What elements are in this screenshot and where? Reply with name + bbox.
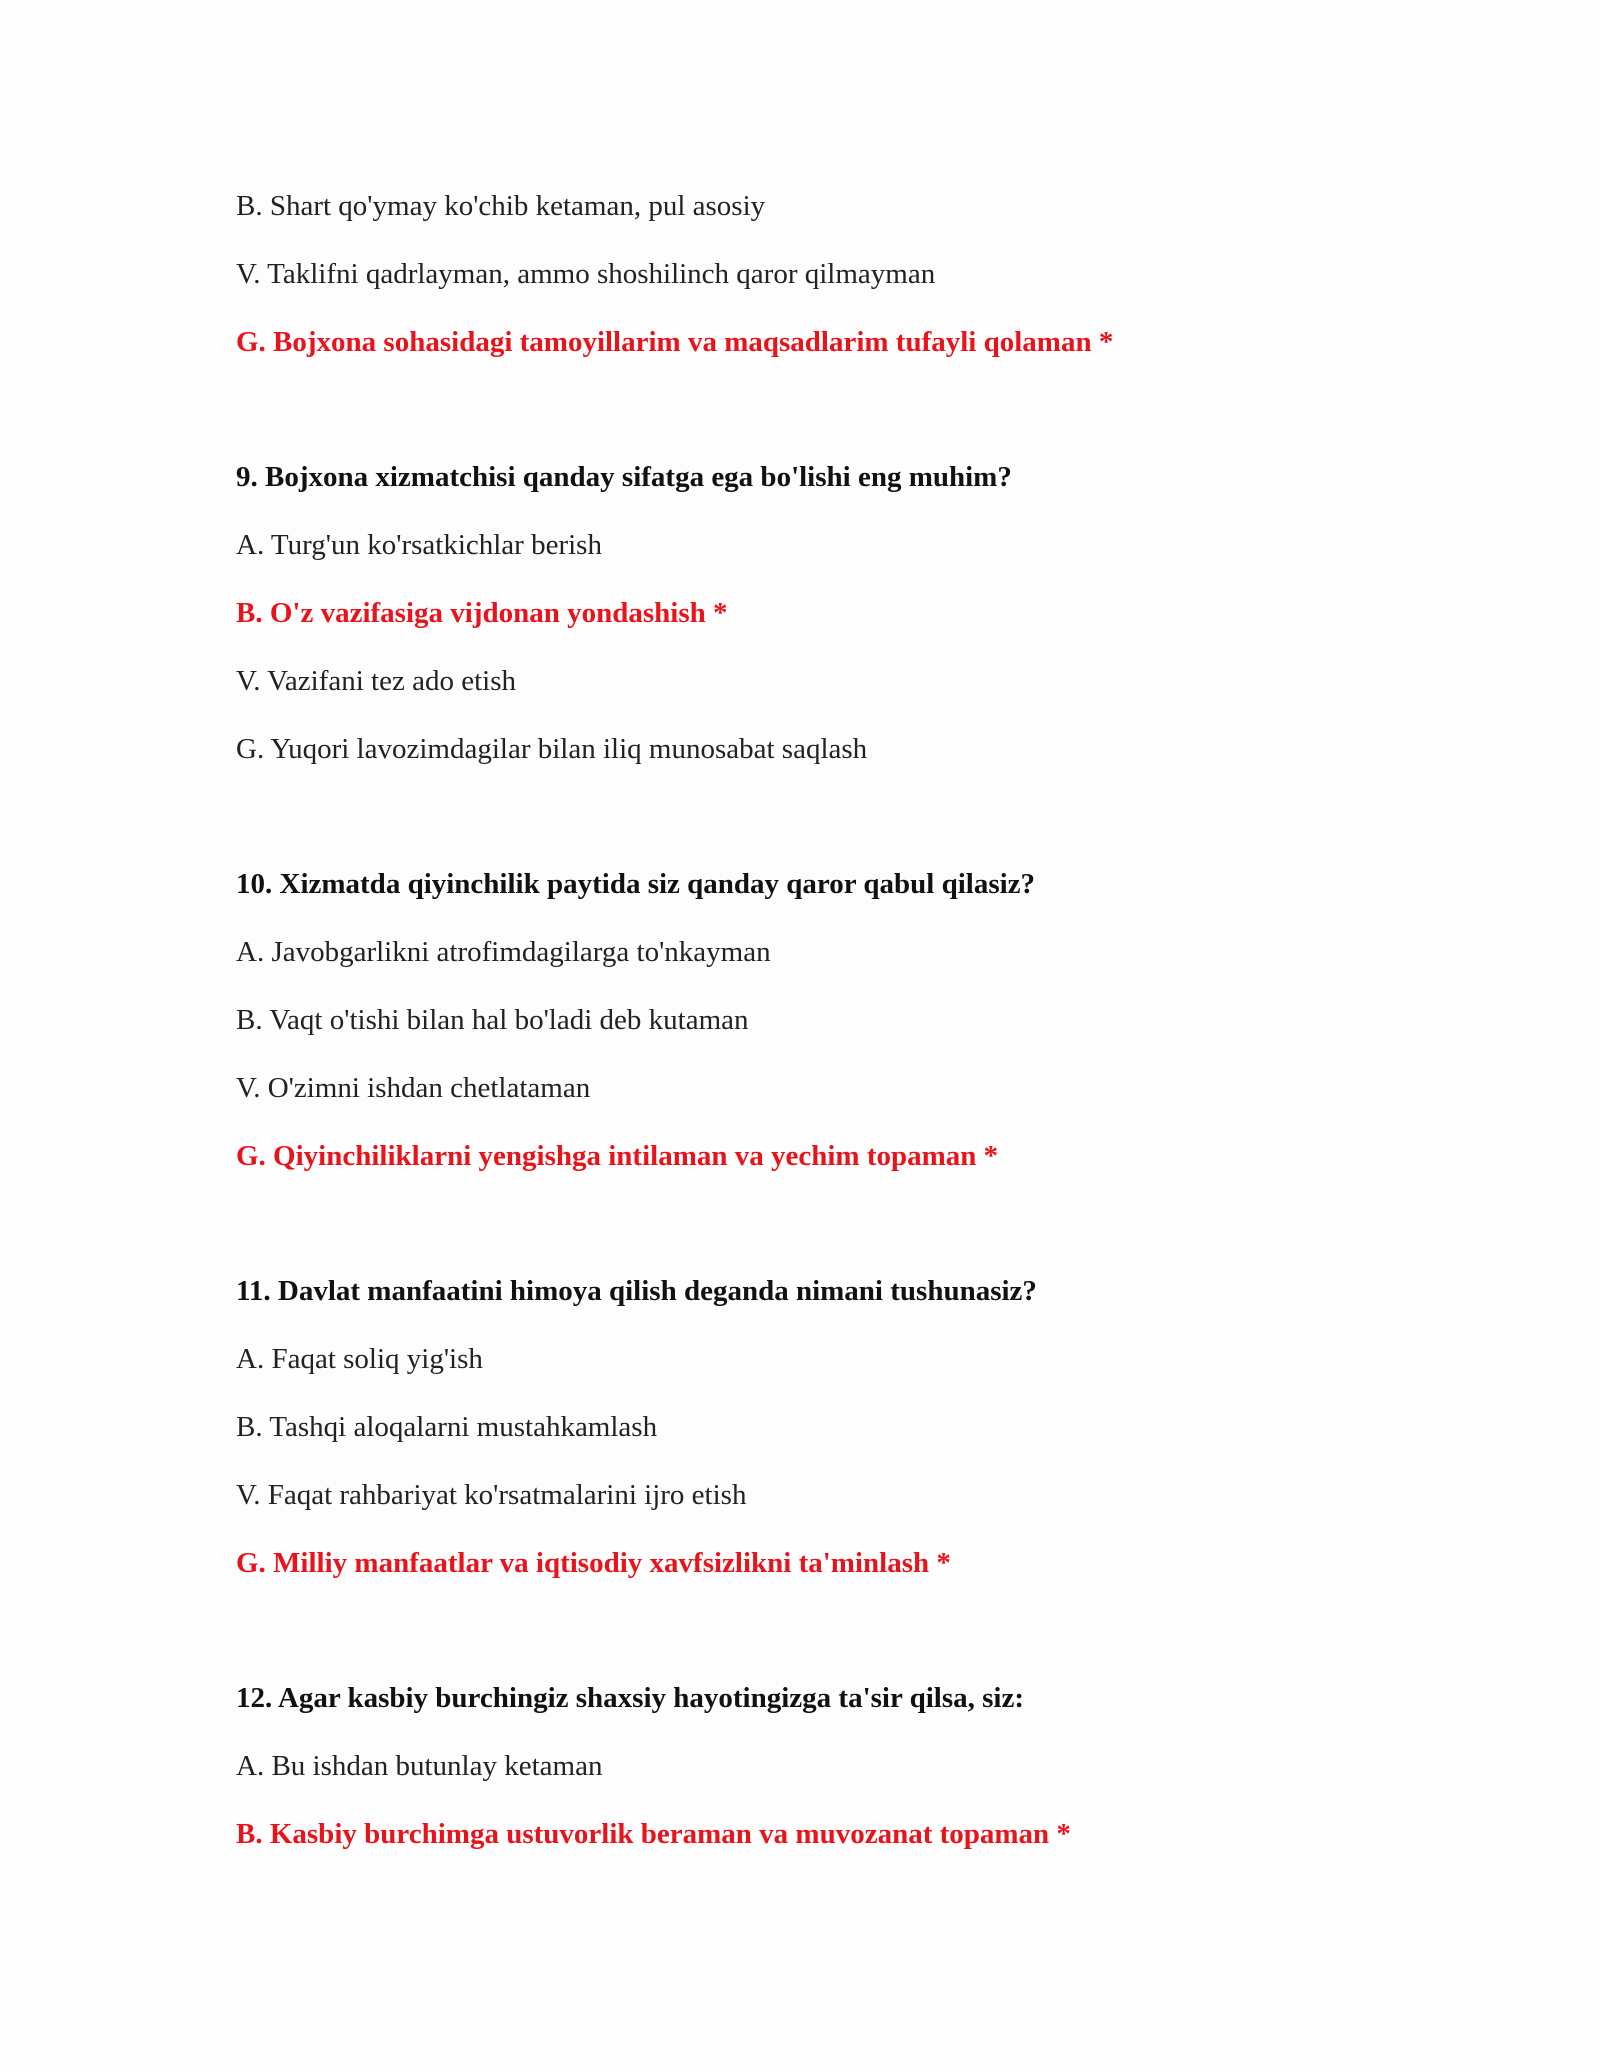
answer-option: A. Turg'un ko'rsatkichlar berish xyxy=(236,529,602,561)
question-title: 12. Agar kasbiy burchingiz shaxsiy hayotingizga ta'sir qilsa, siz: xyxy=(236,1682,1024,1714)
answer-option: B. Vaqt o'tishi bilan hal bo'ladi deb kutaman xyxy=(236,1004,749,1036)
answer-option: V. Taklifni qadrlayman, ammo shoshilinch qaror qilmayman xyxy=(236,258,936,290)
answer-option: V. Faqat rahbariyat ko'rsatmalarini ijro etish xyxy=(236,1479,747,1511)
question-title: 9. Bojxona xizmatchisi qanday sifatga ega bo'lishi eng muhim? xyxy=(236,461,1012,493)
answer-option: A. Faqat soliq yig'ish xyxy=(236,1343,483,1375)
question-title: 10. Xizmatda qiyinchilik paytida siz qanday qaror qabul qilasiz? xyxy=(236,868,1036,900)
question-title: 11. Davlat manfaatini himoya qilish deganda nimani tushunasiz? xyxy=(236,1275,1037,1307)
correct-answer: G. Milliy manfaatlar va iqtisodiy xavfsizlikni ta'minlash * xyxy=(236,1547,951,1579)
answer-option: A. Javobgarlikni atrofimdagilarga to'nkayman xyxy=(236,936,771,968)
answer-option: B. Tashqi aloqalarni mustahkamlash xyxy=(236,1411,658,1443)
answer-option: V. O'zimni ishdan chetlataman xyxy=(236,1072,591,1104)
answer-option: G. Yuqori lavozimdagilar bilan iliq munosabat saqlash xyxy=(236,733,868,765)
answer-option: V. Vazifani tez ado etish xyxy=(236,665,516,697)
answer-option: A. Bu ishdan butunlay ketaman xyxy=(236,1750,603,1782)
correct-answer: B. O'z vazifasiga vijdonan yondashish * xyxy=(236,597,728,629)
correct-answer: G. Bojxona sohasidagi tamoyillarim va maqsadlarim tufayli qolaman * xyxy=(236,326,1114,358)
answer-option: B. Shart qo'ymay ko'chib ketaman, pul asosiy xyxy=(236,190,766,222)
correct-answer: B. Kasbiy burchimga ustuvorlik beraman va muvozanat topaman * xyxy=(236,1818,1071,1850)
correct-answer: G. Qiyinchiliklarni yengishga intilaman va yechim topaman * xyxy=(236,1140,999,1172)
